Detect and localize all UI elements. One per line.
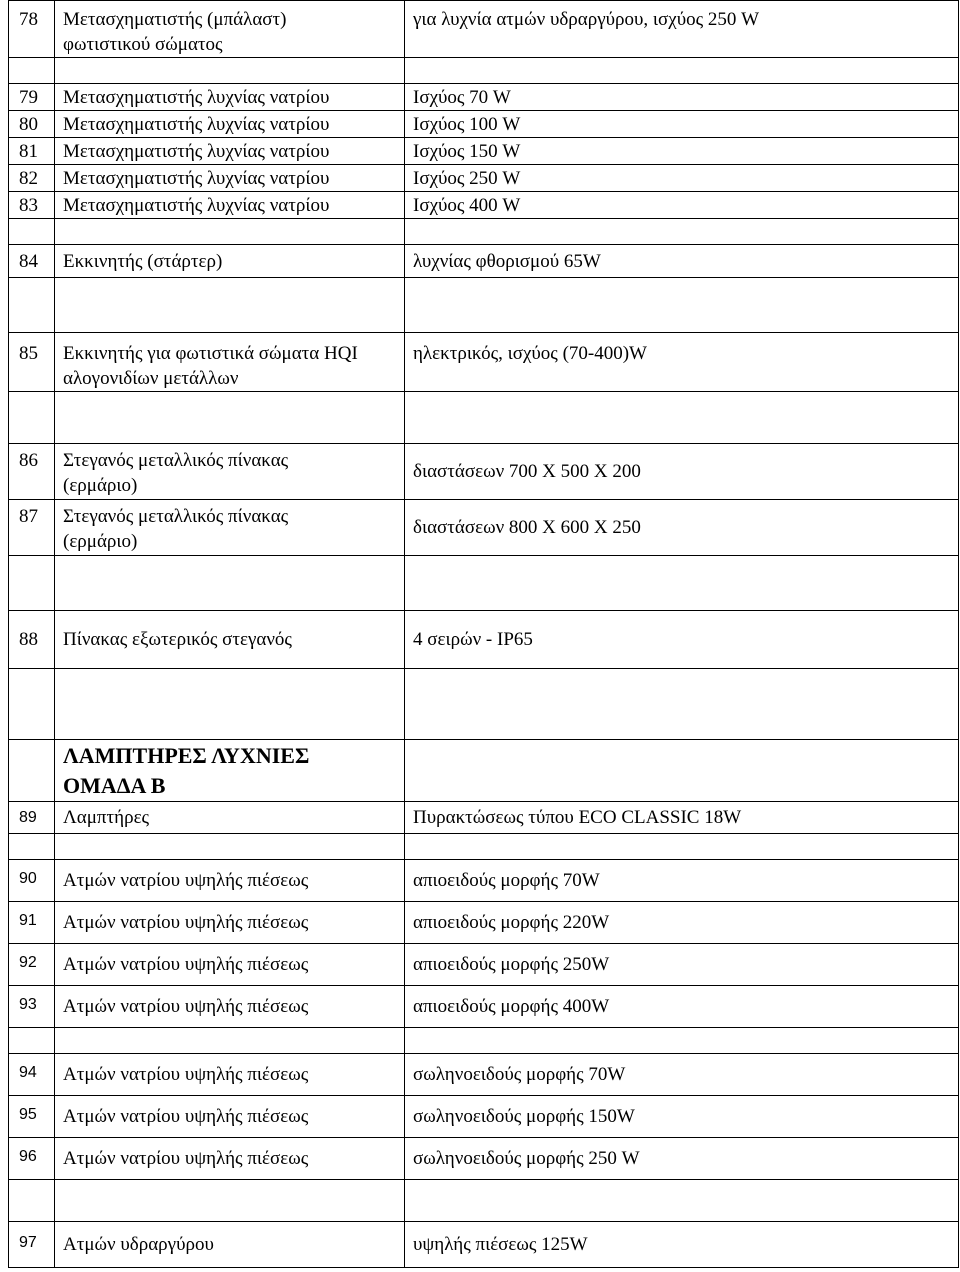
table-row [9, 192, 959, 219]
item-spec: λυχνίας φθορισμού 65W [405, 245, 959, 278]
item-description: Λαμπτήρες [55, 802, 405, 834]
item-number: 80 [9, 111, 55, 138]
table-row [9, 84, 959, 111]
table-row [9, 611, 959, 669]
table-row [9, 111, 959, 138]
item-spec: Ισχύος 150 W [405, 138, 959, 165]
table-row [9, 165, 959, 192]
item-number: 97 [9, 1222, 55, 1268]
item-number: 88 [9, 611, 55, 669]
item-description: Μετασχηματιστής λυχνίας νατρίου [55, 192, 405, 219]
table-row [9, 802, 959, 834]
item-description: Ατμών νατρίου υψηλής πιέσεως [55, 860, 405, 902]
item-description [55, 444, 405, 500]
item-number: 81 [9, 138, 55, 165]
item-number: 92 [9, 944, 55, 986]
item-number: 95 [9, 1096, 55, 1138]
item-spec: απιοειδούς μορφής 220W [405, 902, 959, 944]
item-spec: διαστάσεων 700 Χ 500 Χ 200 [405, 444, 959, 500]
item-description: Ατμών νατρίου υψηλής πιέσεως [55, 902, 405, 944]
item-description: Ατμών νατρίου υψηλής πιέσεως [55, 1096, 405, 1138]
item-spec: Πυρακτώσεως τύπου ECO CLASSIC 18W [405, 802, 959, 834]
item-spec: απιοειδούς μορφής 70W [405, 860, 959, 902]
specification-table [8, 0, 958, 1268]
description-line: φωτιστικού σώματος [63, 34, 223, 55]
item-spec: Ισχύος 70 W [405, 84, 959, 111]
description-line: Στεγανός μεταλλικός πίνακας [63, 450, 289, 471]
item-description: Εκκινητής (στάρτερ) [55, 245, 405, 278]
table-row [9, 444, 959, 500]
item-spec: για λυχνία ατμών υδραργύρου, ισχύος 250 W [405, 1, 959, 58]
spacer-row [9, 1028, 959, 1054]
spacer-row [9, 1180, 959, 1222]
item-number: 78 [9, 1, 55, 58]
spacer-row [9, 219, 959, 245]
table-row [9, 1, 959, 58]
table-row [9, 860, 959, 902]
table-row [9, 1222, 959, 1268]
item-spec: σωληνοειδούς μορφής 150W [405, 1096, 959, 1138]
description-line: Στεγανός μεταλλικός πίνακας [63, 506, 289, 527]
item-description: Ατμών νατρίου υψηλής πιέσεως [55, 944, 405, 986]
description-line: Εκκινητής για φωτιστικά σώματα HQI [63, 343, 358, 364]
item-description: Ατμών νατρίου υψηλής πιέσεως [55, 986, 405, 1028]
item-number: 93 [9, 986, 55, 1028]
description-line: (ερμάριο) [63, 531, 138, 552]
spacer-row [9, 392, 959, 444]
item-number: 91 [9, 902, 55, 944]
section-title-line: ΟΜΑΔΑ Β [63, 773, 166, 798]
item-spec: Ισχύος 400 W [405, 192, 959, 219]
item-number: 82 [9, 165, 55, 192]
table-row [9, 1138, 959, 1180]
table-row [9, 944, 959, 986]
item-spec: διαστάσεων 800 Χ 600 Χ 250 [405, 500, 959, 556]
section-title [55, 740, 405, 802]
item-description: Ατμών νατρίου υψηλής πιέσεως [55, 1138, 405, 1180]
item-description [55, 500, 405, 556]
item-spec: 4 σειρών - IP65 [405, 611, 959, 669]
spacer-row [9, 834, 959, 860]
section-header-row [9, 740, 959, 802]
table-row [9, 1054, 959, 1096]
item-number: 85 [9, 333, 55, 392]
item-spec: ηλεκτρικός, ισχύος (70-400)W [405, 333, 959, 392]
item-description: Πίνακας εξωτερικός στεγανός [55, 611, 405, 669]
item-number: 94 [9, 1054, 55, 1096]
item-number: 79 [9, 84, 55, 111]
item-description: Ατμών υδραργύρου [55, 1222, 405, 1268]
item-spec: Ισχύος 250 W [405, 165, 959, 192]
item-number: 96 [9, 1138, 55, 1180]
table-row [9, 902, 959, 944]
item-description: Μετασχηματιστής λυχνίας νατρίου [55, 84, 405, 111]
section-title-line: ΛΑΜΠΤΗΡΕΣ ΛΥΧΝΙΕΣ [63, 743, 310, 768]
description-line: (ερμάριο) [63, 475, 138, 496]
table-row [9, 986, 959, 1028]
item-number: 86 [9, 444, 55, 500]
item-description [55, 333, 405, 392]
table-row [9, 333, 959, 392]
description-line: Μετασχηματιστής (μπάλαστ) [63, 9, 287, 30]
item-number: 84 [9, 245, 55, 278]
item-spec: Ισχύος 100 W [405, 111, 959, 138]
spacer-row [9, 58, 959, 84]
item-spec: σωληνοειδούς μορφής 250 W [405, 1138, 959, 1180]
item-number: 87 [9, 500, 55, 556]
table-row [9, 500, 959, 556]
item-number: 90 [9, 860, 55, 902]
table-row [9, 245, 959, 278]
spacer-row [9, 278, 959, 333]
table-row [9, 138, 959, 165]
item-spec: υψηλής πιέσεως 125W [405, 1222, 959, 1268]
item-description [55, 1, 405, 58]
item-spec: απιοειδούς μορφής 250W [405, 944, 959, 986]
item-spec: απιοειδούς μορφής 400W [405, 986, 959, 1028]
item-number: 83 [9, 192, 55, 219]
spacer-row [9, 669, 959, 740]
item-number: 89 [9, 802, 55, 834]
item-description: Μετασχηματιστής λυχνίας νατρίου [55, 165, 405, 192]
table-row [9, 1096, 959, 1138]
description-line: αλογονιδίων μετάλλων [63, 368, 239, 389]
item-spec: σωληνοειδούς μορφής 70W [405, 1054, 959, 1096]
spacer-row [9, 556, 959, 611]
item-description: Ατμών νατρίου υψηλής πιέσεως [55, 1054, 405, 1096]
item-description: Μετασχηματιστής λυχνίας νατρίου [55, 138, 405, 165]
item-description: Μετασχηματιστής λυχνίας νατρίου [55, 111, 405, 138]
